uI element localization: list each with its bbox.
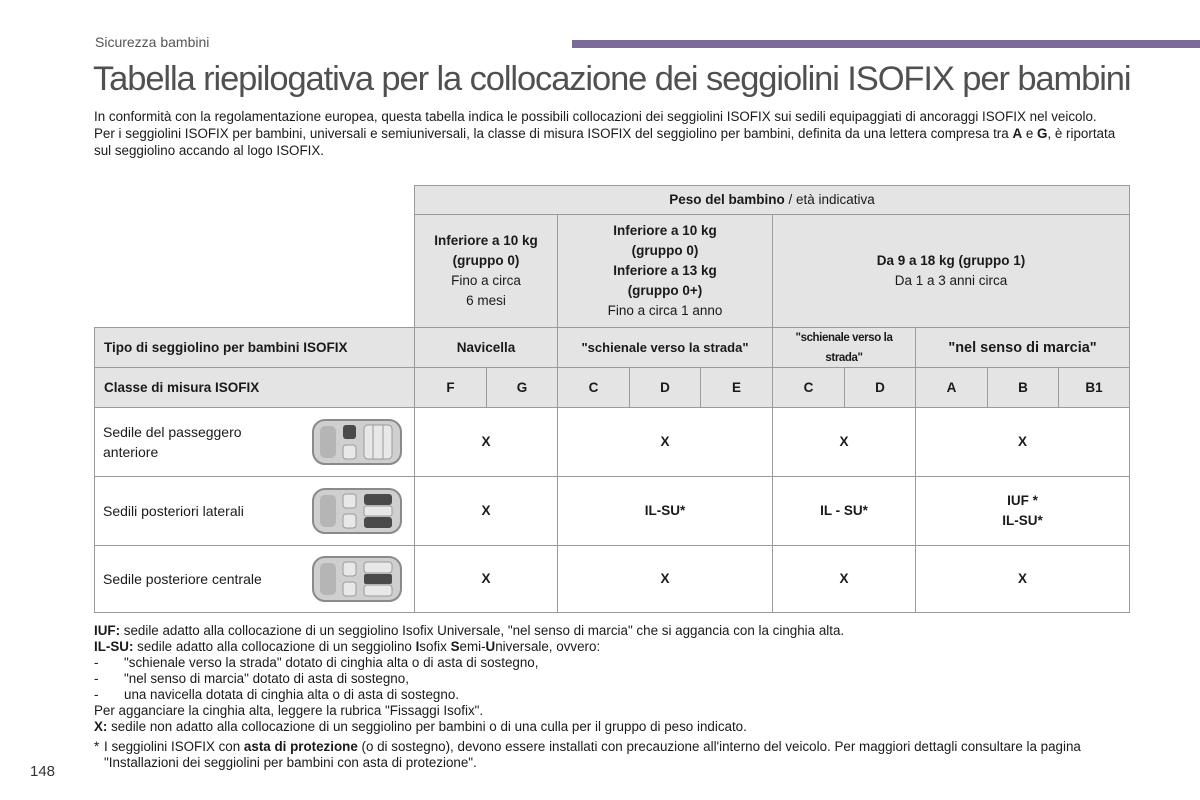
seat-label-line: Sedile posteriore centrale — [103, 571, 262, 587]
value-cell: X — [772, 407, 916, 477]
value-cell: X — [772, 545, 916, 613]
section-accent-bar — [572, 40, 1200, 48]
seat-label-line: Sedili posteriori laterali — [103, 503, 244, 519]
value-line: IL-SU* — [1002, 513, 1043, 528]
intro-p2-text: , è riportata sul seggiolino accando al logo ISOFIX. — [94, 126, 1116, 158]
type-row-label: Tipo di seggiolino per bambini ISOFIX — [94, 327, 415, 368]
dash-mark: - — [94, 655, 99, 670]
note-emphasis: U — [485, 639, 496, 654]
seat-label-line: anteriore — [103, 444, 159, 460]
weight-header-bold: Peso del bambino — [669, 192, 785, 207]
seat-row-rear-center — [94, 545, 415, 613]
group-0plus-line: Inferiore a 13 kg — [613, 263, 717, 278]
car-seat-map-icon — [308, 551, 406, 607]
note-key: IUF: — [94, 623, 121, 638]
group-0plus-line: (gruppo 0+) — [627, 283, 703, 298]
type-rear-facing-group1: "schienale verso la strada" — [772, 327, 916, 368]
intro-p2-letter-g: G — [1037, 126, 1048, 141]
footnote-part: I seggiolini ISOFIX con — [104, 739, 244, 754]
note-emphasis: S — [450, 639, 460, 654]
class-cell: D — [629, 367, 701, 408]
value-cell: X — [414, 476, 558, 546]
note-fixing: Per agganciare la cinghia alta, leggere la rubrica "Fissaggi Isofix". — [94, 703, 484, 718]
note-dash-item — [94, 687, 1154, 703]
group-0plus-line: Inferiore a 10 kg — [613, 223, 717, 238]
note-text: emi- — [459, 639, 486, 654]
note-ilsu — [94, 639, 1154, 655]
section-label: Sicurezza bambini — [95, 34, 210, 50]
group-1-line: Da 1 a 3 anni circa — [894, 273, 1008, 288]
dash-text: "schienale verso la strada" dotato di cinghia alta o di asta di sostegno, — [124, 655, 539, 670]
intro-p2-text: e — [1022, 126, 1037, 141]
note-key: X: — [94, 719, 108, 734]
note-text: sedile non adatto alla collocazione di un seggiolino per bambini o di una culla per il gruppo di peso indicato. — [107, 719, 747, 734]
group-0-line: (gruppo 0) — [452, 253, 520, 268]
seat-label — [103, 501, 244, 521]
intro-paragraph-2 — [94, 125, 1134, 159]
type-forward-facing: "nel senso di marcia" — [915, 327, 1130, 368]
value-cell — [915, 476, 1130, 546]
value-cell: X — [414, 545, 558, 613]
class-cell: G — [486, 367, 558, 408]
note-key: IL-SU: — [94, 639, 134, 654]
class-cell: B — [987, 367, 1059, 408]
value-cell: X — [915, 545, 1130, 613]
value-cell: X — [414, 407, 558, 477]
isofix-table — [94, 185, 1130, 613]
group-0plus-header — [557, 214, 773, 328]
footnote-part: (o di sostegno), devono essere installati con precauzione all'interno del veicolo. Per maggiori dettagli consultare la pagina "Installazioni dei seggiolini per bambini con asta di protezione". — [104, 739, 1081, 770]
intro-p2-text: Per i seggiolini ISOFIX per bambini, universali e semiuniversali, la classe di misura ISOFIX del seggiolino per bambini, definita da una lettera compresa tra — [94, 126, 1013, 141]
class-cell: E — [700, 367, 773, 408]
intro-text — [94, 108, 1134, 159]
group-1-line: Da 9 a 18 kg (gruppo 1) — [876, 253, 1026, 268]
car-seat-map-icon — [308, 414, 406, 470]
page-title: Tabella riepilogativa per la collocazione dei seggiolini ISOFIX per bambini — [93, 60, 1131, 98]
type-rear-facing: "schienale verso la strada" — [557, 327, 773, 368]
class-cell: F — [414, 367, 487, 408]
seat-row-front-passenger — [94, 407, 415, 477]
footnote-emphasis: asta di protezione — [243, 739, 358, 754]
page-number: 148 — [30, 763, 56, 780]
seat-label — [103, 422, 242, 462]
note-text: sedile adatto alla collocazione di un seggiolino Isofix Universale, "nel senso di marcia" che si aggancia con la cinghia alta. — [120, 623, 845, 638]
class-row-label: Classe di misura ISOFIX — [94, 367, 415, 408]
value-cell: IL - SU* — [772, 476, 916, 546]
note-iuf — [94, 623, 1154, 639]
class-cell: A — [915, 367, 988, 408]
note-text: niversale, ovvero: — [495, 639, 601, 654]
note-text: sofix — [419, 639, 451, 654]
class-cell: C — [772, 367, 845, 408]
car-seat-map-icon — [308, 483, 406, 539]
seat-label-line: Sedile del passeggero — [103, 424, 242, 440]
value-line: IUF * — [1007, 493, 1038, 508]
value-cell: X — [915, 407, 1130, 477]
group-1-header — [772, 214, 1130, 328]
footnote-star: * — [94, 739, 100, 754]
note-dash-item — [94, 671, 1154, 687]
dash-text: "nel senso di marcia" dotato di asta di sostegno, — [124, 671, 409, 686]
group-0plus-line: (gruppo 0) — [631, 243, 699, 258]
type-navicella: Navicella — [414, 327, 558, 368]
dash-text: una navicella dotata di cinghia alta o di asta di sostegno. — [124, 687, 459, 702]
seat-row-rear-outer — [94, 476, 415, 546]
group-0-line: Inferiore a 10 kg — [434, 233, 538, 248]
class-cell: B1 — [1058, 367, 1130, 408]
seat-label — [103, 569, 262, 589]
legend-notes — [94, 623, 1154, 771]
footnote — [94, 739, 1154, 771]
weight-header — [414, 185, 1130, 215]
note-dash-item — [94, 655, 1154, 671]
dash-mark: - — [94, 671, 99, 686]
group-0-line: 6 mesi — [466, 293, 506, 308]
group-0-header — [414, 214, 558, 328]
intro-paragraph-1: In conformità con la regolamentazione europea, questa tabella indica le possibili collocazioni dei seggiolini ISOFIX sui sedili equipaggiati di ancoraggi ISOFIX nel veicolo. — [94, 109, 1097, 124]
value-cell: X — [557, 545, 773, 613]
value-cell: IL-SU* — [557, 476, 773, 546]
dash-mark: - — [94, 687, 99, 702]
note-x — [94, 719, 1154, 735]
group-0plus-line: Fino a circa 1 anno — [607, 303, 723, 318]
class-cell: C — [557, 367, 630, 408]
weight-header-rest: / età indicativa — [784, 192, 875, 207]
intro-p2-letter-a: A — [1012, 126, 1023, 141]
group-0-line: Fino a circa — [451, 273, 521, 288]
footnote-text — [104, 739, 1154, 771]
value-cell: X — [557, 407, 773, 477]
note-emphasis: I — [415, 639, 420, 654]
note-text: sedile adatto alla collocazione di un seggiolino — [133, 639, 416, 654]
class-cell: D — [844, 367, 916, 408]
